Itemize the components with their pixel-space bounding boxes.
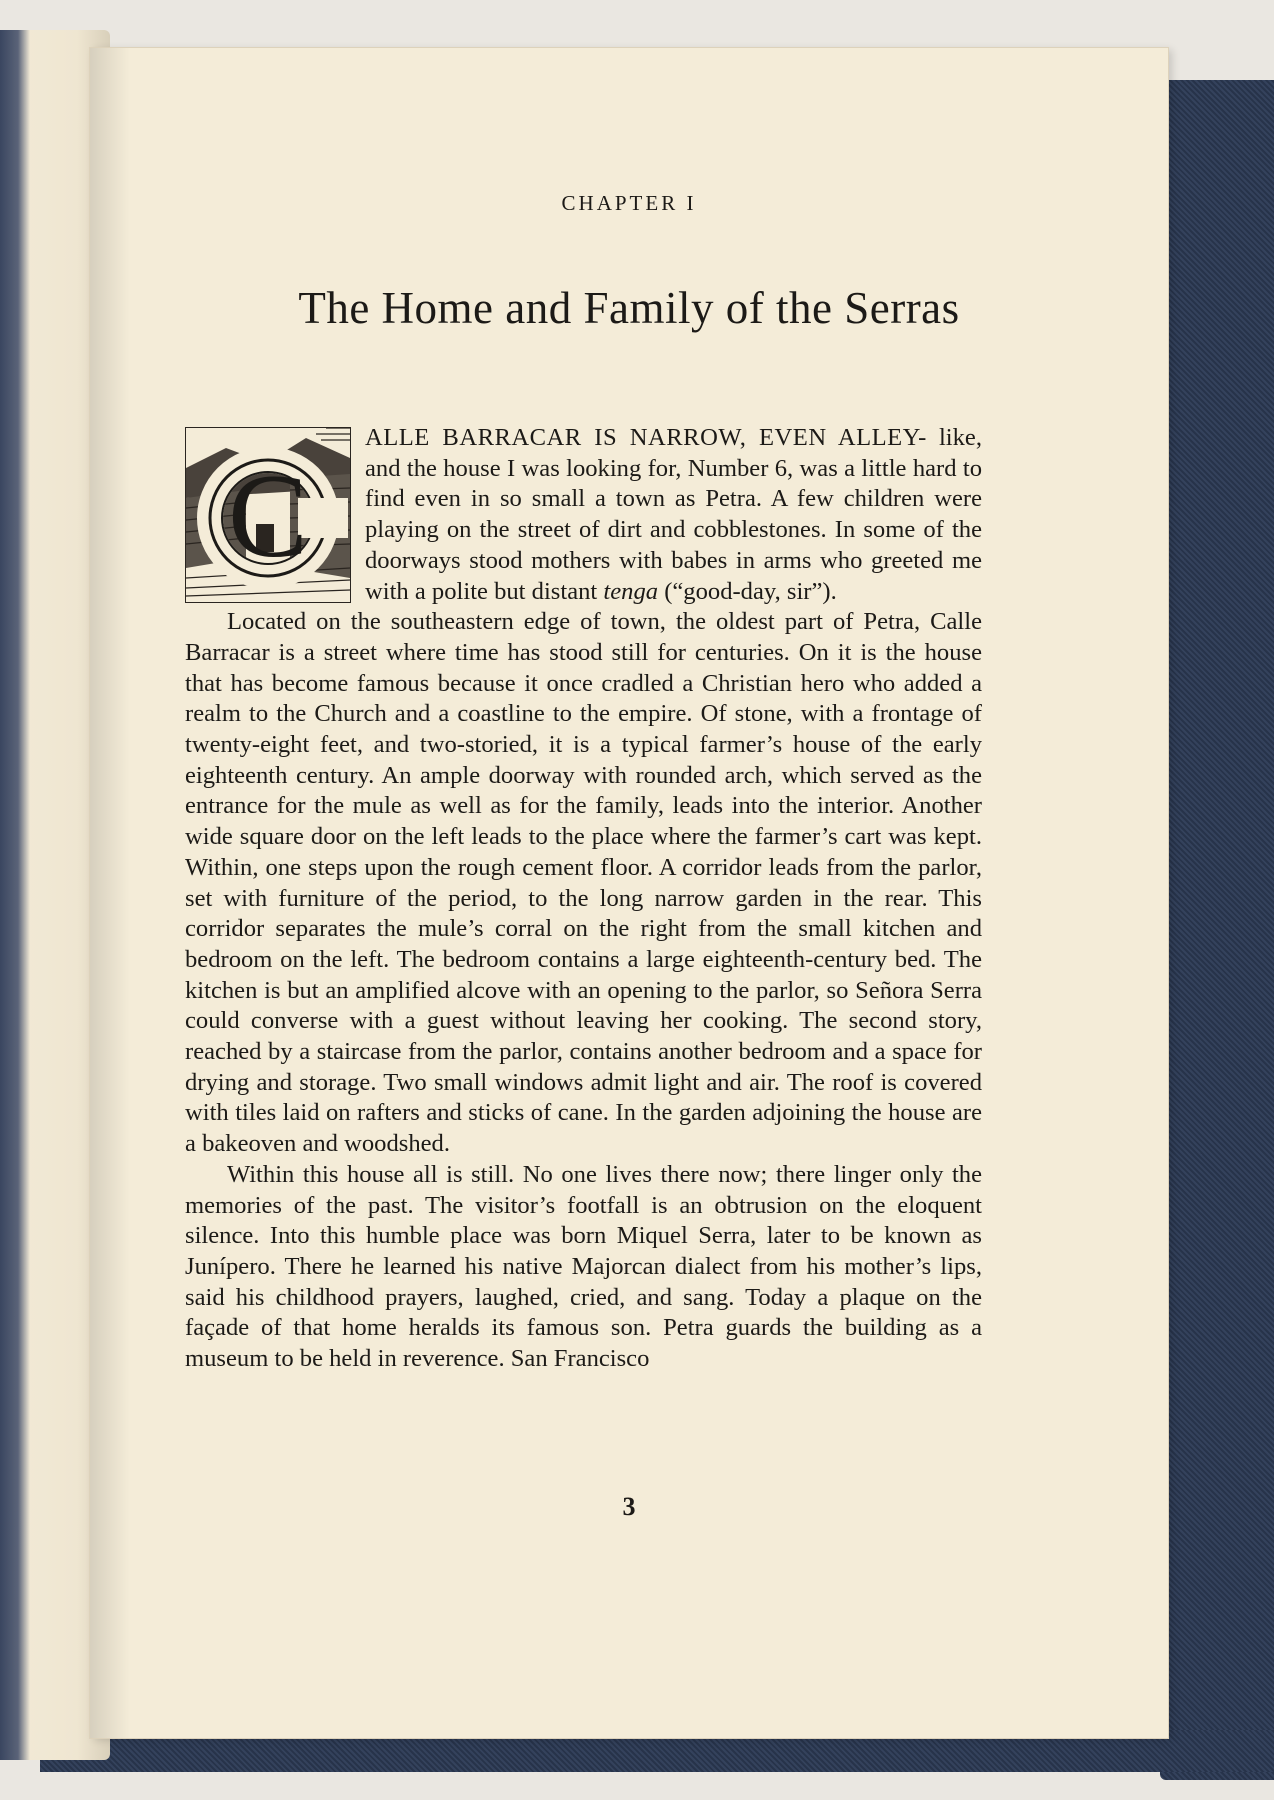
book-cover-right <box>1160 80 1274 1780</box>
dropcap-illustration <box>185 427 351 603</box>
paragraph-1-text: like, and the house I was looking for, Number 6, was a little hard to find even in so small a town as Petra. A few children were playing on the street of dirt and cobblestones. In some of the doorways stood mothers with babes in arms who greeted me with a polite but distant <box>365 424 982 605</box>
chapter-title: The Home and Family of the Serras <box>298 283 960 333</box>
paragraph-2: Located on the southeastern edge of town, the oldest part of Petra, Calle Barracar is a street where time has stood still for centuries. On it is the house that has become famous because it once cradled a Christian hero who added a realm to the Church and a coastline to the empire. Of stone, with a frontage of twenty-eight feet, and two-storied, it is a typical farmer’s house of the early eighteenth century. An ample doorway with rounded arch, which served as the entrance for the mule as well as for the family, leads into the interior. Another wide square door on the left leads to the place where the farmer’s cart was kept. Within, one steps upon the rough cement floor. A corridor leads from the parlor, set with furniture of the period, to the long narrow garden in the rear. This corridor separates the mule’s corral on the right from the small kitchen and bedroom on the left. The bedroom contains a large eighteenth-century bed. The kitchen is but an amplified alcove with an opening to the parlor, so Señora Serra could converse with a guest without leaving her cooking. The second story, reached by a staircase from the parlor, contains another bedroom and a space for drying and storage. Two small windows admit light and air. The roof is covered with tiles laid on rafters and sticks of cane. In the garden adjoining the house are a bakeoven and woodshed. <box>185 608 982 1158</box>
paragraph-1-end: (“good-day, sir”). <box>658 577 837 605</box>
chapter-label: CHAPTER I <box>561 191 697 215</box>
paragraph-1-italic: tenga <box>603 577 659 605</box>
paragraph-3: Within this house all is still. No one lives there now; there linger only the memories of the past. The visitor’s footfall is an obtrusion on the eloquent silence. Into this humble place was born Miquel Serra, later to be known as Junípero. There he learned his native Majorcan dialect from his mother’s lips, said his childhood prayers, laughed, cried, and sang. Today a plaque on the façade of that home heralds its famous son. Petra guards the building as a museum to be held in reverence. San Francisco <box>185 1160 982 1373</box>
body-text <box>185 423 982 1375</box>
paragraph-1-lead: ALLE BARRACAR IS NARROW, EVEN ALLEY- <box>365 424 927 451</box>
dropcap-street-scene-icon <box>186 428 350 602</box>
left-cover-edge <box>0 30 30 1760</box>
svg-text:C: C <box>227 449 309 582</box>
page-number: 3 <box>622 1492 636 1521</box>
paragraph-1 <box>185 423 982 607</box>
